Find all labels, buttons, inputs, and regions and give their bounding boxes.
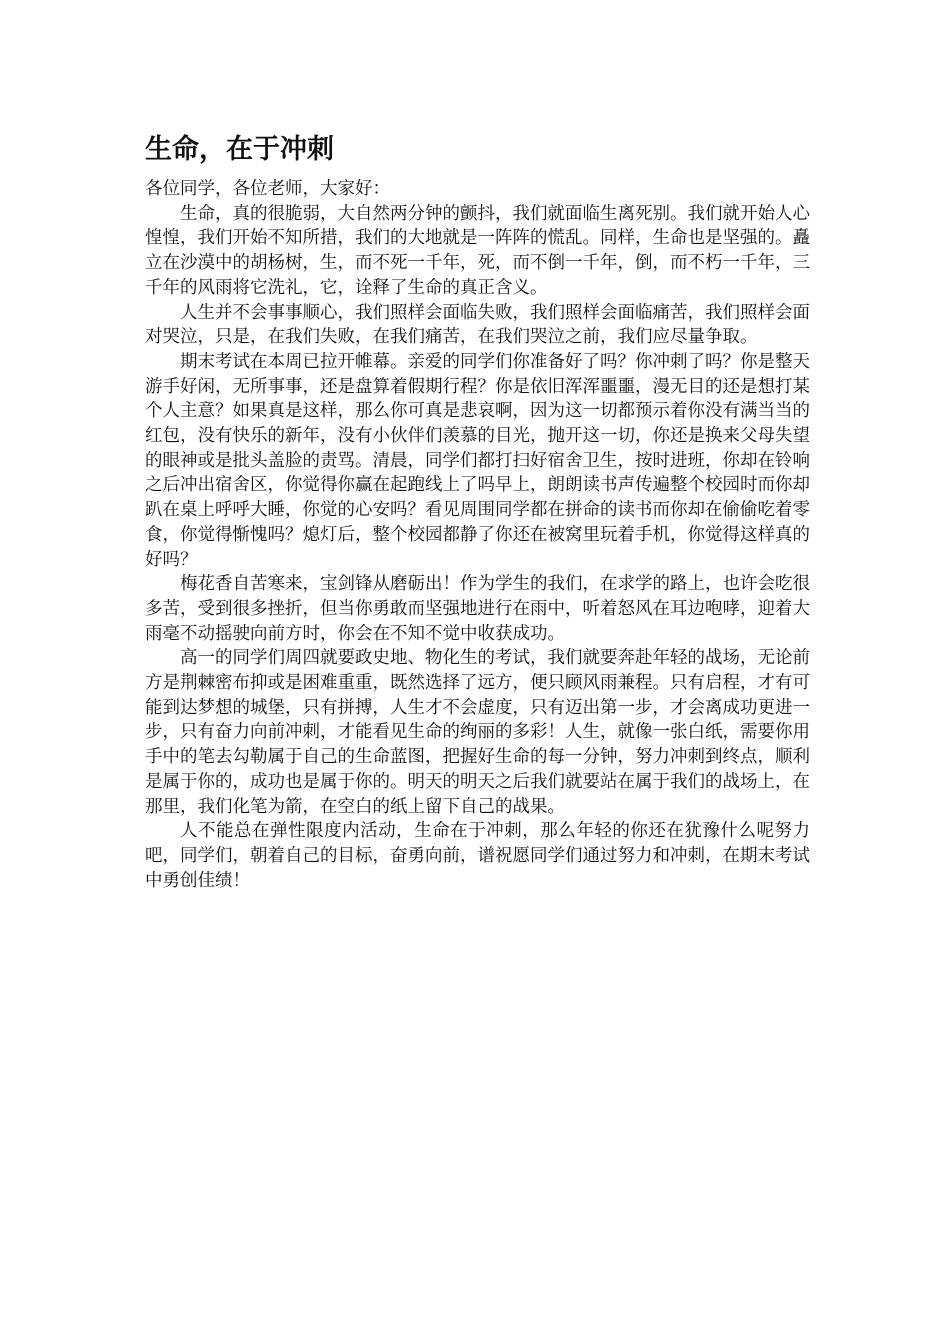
salutation: 各位同学，各位老师，大家好： xyxy=(145,179,390,199)
paragraph-1: 生命，真的很脆弱，大自然两分钟的颤抖，我们就面临生离死别。我们就开始人心惶惶，我们开始不知所措，我们的大地就是一阵阵的慌乱。同样，生命也是坚强的。矗立在沙漠中的胡杨树，生，而不死一千年，死，而不倒一千年，倒，而不朽一千年，三千年的风雨将它洗礼，它，诠释了生命的真正含义。 xyxy=(145,203,810,298)
paragraph-4: 梅花香自苦寒来，宝剑锋从磨砺出！作为学生的我们，在求学的路上，也许会吃很多苦，受到很多挫折，但当你勇敢而坚强地进行在雨中，听着怒风在耳边咆哮，迎着大雨毫不动摇驶向前方时，你会在不知不觉中收获成功。 xyxy=(145,574,810,644)
document-title: 生命，在于冲刺 xyxy=(145,134,334,165)
paragraph-5: 高一的同学们周四就要政史地、物化生的考试，我们就要奔赴年轻的战场，无论前方是荆棘密布抑或是困难重重，既然选择了远方，便只顾风雨兼程。只有启程，才有可能到达梦想的城堡，只有拼搏，人生才不会虚度，只有迈出第一步，才会离成功更进一步，只有奋力向前冲刺，才能看见生命的绚丽的多彩！人生，就像一张白纸，需要你用手中的笔去勾勒属于自己的生命蓝图，把握好生命的每一分钟，努力冲刺到终点，顺利是属于你的，成功也是属于你的。明天的明天之后我们就要站在属于我们的战场上，在那里，我们化笔为箭，在空白的纸上留下自己的战果。 xyxy=(145,648,810,817)
paragraph-3: 期末考试在本周已拉开帷幕。亲爱的同学们你准备好了吗？你冲刺了吗？你是整天游手好闲，无所事事，还是盘算着假期行程？你是依旧浑浑噩噩，漫无目的还是想打某个人主意？如果真是这样，那么你可真是悲哀啊，因为这一切都预示着你没有满当当的红包，没有快乐的新年，没有小伙伴们羡慕的目光，抛开这一切，你还是换来父母失望的眼神或是批头盖脸的责骂。清晨，同学们都打扫好宿舍卫生，按时进班，你却在铃响之后冲出宿舍区，你觉得你赢在起跑线上了吗早上，朗朗读书声传遍整个校园时而你却趴在桌上呼呼大睡，你觉的心安吗？看见周围同学都在拼命的读书而你却在偷偷吃着零食，你觉得惭愧吗？熄灯后，整个校园都静了你还在被窝里玩着手机，你觉得这样真的好吗？ xyxy=(145,351,810,570)
paragraph-6: 人不能总在弹性限度内活动，生命在于冲刺，那么年轻的你还在犹豫什么呢努力吧，同学们，朝着自己的目标，奋勇向前，谱祝愿同学们通过努力和冲刺，在期末考试中勇创佳绩！ xyxy=(145,821,810,891)
document-page xyxy=(145,132,810,893)
paragraph-2: 人生并不会事事顺心，我们照样会面临失败，我们照样会面临痛苦，我们照样会面对哭泣，只是，在我们失败，在我们痛苦，在我们哭泣之前，我们应尽量争取。 xyxy=(145,302,810,348)
